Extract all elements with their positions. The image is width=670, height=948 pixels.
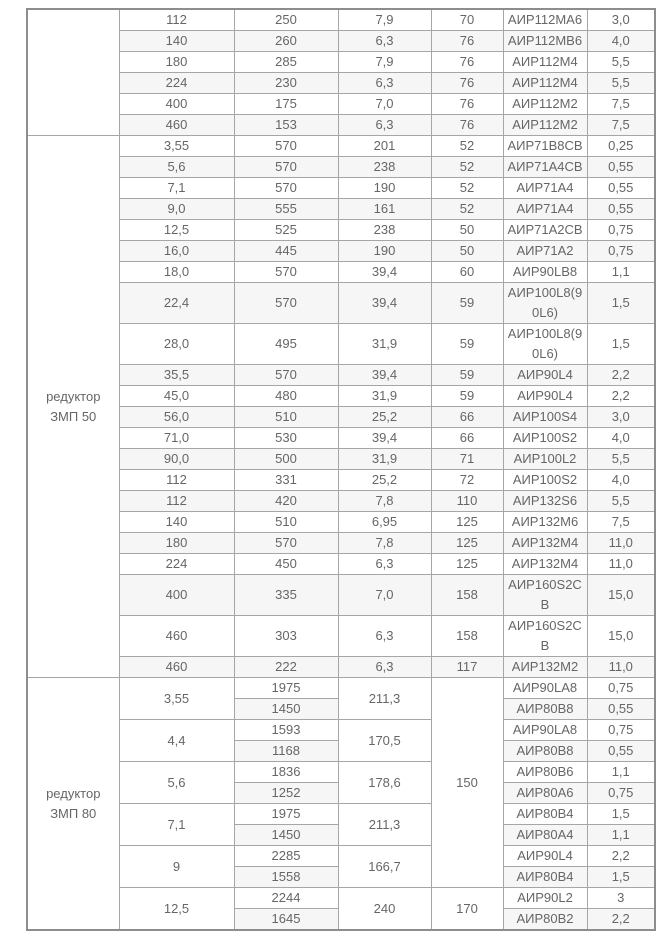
table-cell: 9,0 — [119, 199, 234, 220]
table-cell: 570 — [234, 157, 338, 178]
section-label-cell — [27, 9, 119, 136]
motor-cell: АИР71А4 — [503, 199, 587, 220]
table-cell: 7,9 — [338, 9, 431, 31]
motor-cell: АИР132М4 — [503, 533, 587, 554]
table-cell: 158 — [431, 575, 503, 616]
table-cell: 175 — [234, 94, 338, 115]
table-row — [27, 657, 655, 678]
table-cell: 6,3 — [338, 554, 431, 575]
table-cell: 0,75 — [587, 241, 655, 262]
rpm-cell: 1975 — [234, 678, 338, 699]
ratio-cell: 7,1 — [119, 804, 234, 846]
rpm-cell: 1252 — [234, 783, 338, 804]
table-cell: 140 — [119, 512, 234, 533]
rpm-cell: 1593 — [234, 720, 338, 741]
table-cell: 112 — [119, 470, 234, 491]
table-cell: 72 — [431, 470, 503, 491]
table-cell: 76 — [431, 31, 503, 52]
power-cell: 2,2 — [587, 846, 655, 867]
table-cell: 11,0 — [587, 533, 655, 554]
ratio-cell: 5,6 — [119, 762, 234, 804]
table-cell: 224 — [119, 73, 234, 94]
table-row — [27, 365, 655, 386]
table-row — [27, 386, 655, 407]
table-cell: 5,6 — [119, 157, 234, 178]
table-cell: 5,5 — [587, 52, 655, 73]
rpm-cell: 1645 — [234, 909, 338, 931]
motor-cell: АИР100L8(90L6) — [503, 283, 587, 324]
table-cell: 90,0 — [119, 449, 234, 470]
table-cell: 400 — [119, 575, 234, 616]
table-cell: 125 — [431, 554, 503, 575]
table-cell: 570 — [234, 178, 338, 199]
torque-cell: 178,6 — [338, 762, 431, 804]
table-cell: 52 — [431, 136, 503, 157]
torque-cell: 166,7 — [338, 846, 431, 888]
table-cell: 60 — [431, 262, 503, 283]
motor-cell: АИР132М4 — [503, 554, 587, 575]
table-cell: 4,0 — [587, 31, 655, 52]
ratio-cell: 4,4 — [119, 720, 234, 762]
table-cell: 460 — [119, 115, 234, 136]
table-cell: 222 — [234, 657, 338, 678]
table-cell: 28,0 — [119, 324, 234, 365]
table-cell: 52 — [431, 157, 503, 178]
table-cell: 112 — [119, 9, 234, 31]
table-cell: 570 — [234, 283, 338, 324]
table-row — [27, 720, 655, 741]
table-cell: 7,5 — [587, 94, 655, 115]
torque-cell: 170,5 — [338, 720, 431, 762]
power-cell: 1,5 — [587, 804, 655, 825]
table-cell: 260 — [234, 31, 338, 52]
table-cell: 50 — [431, 241, 503, 262]
motor-cell: АИР100S2 — [503, 428, 587, 449]
table-cell: 7,1 — [119, 178, 234, 199]
table-cell: 238 — [338, 157, 431, 178]
table-row — [27, 241, 655, 262]
table-cell: 331 — [234, 470, 338, 491]
table-cell: 2,2 — [587, 365, 655, 386]
table-cell: 0,75 — [587, 220, 655, 241]
table-cell: 400 — [119, 94, 234, 115]
table-cell: 230 — [234, 73, 338, 94]
table-row — [27, 262, 655, 283]
torque-cell: 211,3 — [338, 678, 431, 720]
table-cell: 7,5 — [587, 512, 655, 533]
table-cell: 125 — [431, 533, 503, 554]
table-cell: 335 — [234, 575, 338, 616]
table-cell: 7,0 — [338, 575, 431, 616]
table-cell: 110 — [431, 491, 503, 512]
table-cell: 1,1 — [587, 262, 655, 283]
table-cell: 7,5 — [587, 115, 655, 136]
table-cell: 450 — [234, 554, 338, 575]
table-row — [27, 94, 655, 115]
table-row — [27, 283, 655, 324]
table-cell: 420 — [234, 491, 338, 512]
table-cell: 112 — [119, 491, 234, 512]
table-cell: 7,9 — [338, 52, 431, 73]
table-cell: 52 — [431, 178, 503, 199]
motor-cell: АИР112МА6 — [503, 9, 587, 31]
table-cell: 39,4 — [338, 262, 431, 283]
table-cell: 180 — [119, 533, 234, 554]
power-cell: 1,5 — [587, 867, 655, 888]
table-row — [27, 407, 655, 428]
table-cell: 0,25 — [587, 136, 655, 157]
table-row — [27, 199, 655, 220]
table-row — [27, 52, 655, 73]
table-row — [27, 804, 655, 825]
table-cell: 11,0 — [587, 554, 655, 575]
table-row — [27, 115, 655, 136]
table-cell: 25,2 — [338, 407, 431, 428]
table-cell: 6,3 — [338, 73, 431, 94]
table-cell: 56,0 — [119, 407, 234, 428]
table-cell: 31,9 — [338, 324, 431, 365]
ratio-cell: 9 — [119, 846, 234, 888]
table-cell: 5,5 — [587, 491, 655, 512]
table-row — [27, 324, 655, 365]
table-cell: 6,3 — [338, 115, 431, 136]
table-cell: 140 — [119, 31, 234, 52]
motor-cell: АИР80В8 — [503, 699, 587, 720]
table-cell: 39,4 — [338, 283, 431, 324]
power-cell: 0,55 — [587, 699, 655, 720]
rpm-cell: 1836 — [234, 762, 338, 783]
motor-cell: АИР80В4 — [503, 867, 587, 888]
table-cell: 1,5 — [587, 283, 655, 324]
rpm-cell: 1450 — [234, 825, 338, 846]
table-cell: 18,0 — [119, 262, 234, 283]
table-row — [27, 575, 655, 616]
power-cell: 0,75 — [587, 678, 655, 699]
motor-cell: АИР71А4СВ — [503, 157, 587, 178]
table-cell: 6,95 — [338, 512, 431, 533]
motor-cell: АИР80А6 — [503, 783, 587, 804]
table-cell: 76 — [431, 115, 503, 136]
table-row — [27, 678, 655, 699]
table-cell: 525 — [234, 220, 338, 241]
table-row — [27, 428, 655, 449]
table-cell: 180 — [119, 52, 234, 73]
motor-cell: АИР80В2 — [503, 909, 587, 931]
table-cell: 500 — [234, 449, 338, 470]
table-cell: 303 — [234, 616, 338, 657]
table-cell: 59 — [431, 283, 503, 324]
ratio-cell: 12,5 — [119, 888, 234, 931]
table-cell: 31,9 — [338, 449, 431, 470]
motor-cell: АИР112М2 — [503, 115, 587, 136]
rpm-cell: 1558 — [234, 867, 338, 888]
table-cell: 76 — [431, 94, 503, 115]
table-cell: 3,0 — [587, 9, 655, 31]
table-cell: 570 — [234, 365, 338, 386]
motor-cell: АИР160S2СВ — [503, 616, 587, 657]
motor-cell: АИР80В4 — [503, 804, 587, 825]
table-cell: 4,0 — [587, 428, 655, 449]
table-cell: 125 — [431, 512, 503, 533]
table-cell: 0,55 — [587, 157, 655, 178]
ratio-cell: 3,55 — [119, 678, 234, 720]
table-cell: 39,4 — [338, 365, 431, 386]
table-cell: 445 — [234, 241, 338, 262]
table-cell: 7,0 — [338, 94, 431, 115]
table-row — [27, 616, 655, 657]
table-cell: 52 — [431, 199, 503, 220]
motor-cell: АИР90LB8 — [503, 262, 587, 283]
table-cell: 7,8 — [338, 533, 431, 554]
table-cell: 7,8 — [338, 491, 431, 512]
motor-cell: АИР80В6 — [503, 762, 587, 783]
power-cell: 0,55 — [587, 741, 655, 762]
table-cell: 71,0 — [119, 428, 234, 449]
table-cell: 22,4 — [119, 283, 234, 324]
table-cell: 161 — [338, 199, 431, 220]
torque-cell: 240 — [338, 888, 431, 931]
table-cell: 59 — [431, 365, 503, 386]
table-row — [27, 470, 655, 491]
table-cell: 250 — [234, 9, 338, 31]
table-cell: 3,55 — [119, 136, 234, 157]
motor-cell: АИР80В8 — [503, 741, 587, 762]
table-cell: 570 — [234, 262, 338, 283]
motor-cell: АИР90L4 — [503, 846, 587, 867]
motor-cell: АИР71А2 — [503, 241, 587, 262]
table-cell: 285 — [234, 52, 338, 73]
motor-cell: АИР90L4 — [503, 386, 587, 407]
table-row — [27, 178, 655, 199]
table-cell: 238 — [338, 220, 431, 241]
motor-cell: АИР112МВ6 — [503, 31, 587, 52]
table-cell: 66 — [431, 407, 503, 428]
power-cell: 2,2 — [587, 909, 655, 931]
table-row — [27, 157, 655, 178]
table-cell: 15,0 — [587, 616, 655, 657]
table-cell: 0,55 — [587, 178, 655, 199]
table-cell: 6,3 — [338, 31, 431, 52]
table-cell: 117 — [431, 657, 503, 678]
table-cell: 158 — [431, 616, 503, 657]
table-row — [27, 512, 655, 533]
motor-cell: АИР132М6 — [503, 512, 587, 533]
table-cell: 15,0 — [587, 575, 655, 616]
motor-cell: АИР71А4 — [503, 178, 587, 199]
table-cell: 3,0 — [587, 407, 655, 428]
table-row — [27, 9, 655, 31]
table-cell: 5,5 — [587, 449, 655, 470]
table-cell: 71 — [431, 449, 503, 470]
power-cell: 3 — [587, 888, 655, 909]
table-cell: 495 — [234, 324, 338, 365]
table-cell: 201 — [338, 136, 431, 157]
table-cell: 16,0 — [119, 241, 234, 262]
table-cell: 12,5 — [119, 220, 234, 241]
table-cell: 224 — [119, 554, 234, 575]
table-cell: 66 — [431, 428, 503, 449]
table-cell: 190 — [338, 241, 431, 262]
table-cell: 50 — [431, 220, 503, 241]
rpm-cell: 1168 — [234, 741, 338, 762]
table-row — [27, 449, 655, 470]
motor-cell: АИР100S4 — [503, 407, 587, 428]
table-cell: 59 — [431, 386, 503, 407]
table-row — [27, 136, 655, 157]
table-cell: 153 — [234, 115, 338, 136]
table-cell: 76 — [431, 73, 503, 94]
table-cell: 25,2 — [338, 470, 431, 491]
table-cell: 59 — [431, 324, 503, 365]
reducer-motor-selection-table — [26, 8, 656, 931]
motor-cell: АИР160S2СВ — [503, 575, 587, 616]
power-cell: 1,1 — [587, 825, 655, 846]
table-row — [27, 73, 655, 94]
table-cell: 1,5 — [587, 324, 655, 365]
motor-cell: АИР90L2 — [503, 888, 587, 909]
table-cell: 460 — [119, 616, 234, 657]
table-row — [27, 491, 655, 512]
table-body — [27, 9, 655, 930]
table-row — [27, 220, 655, 241]
motor-cell: АИР100S2 — [503, 470, 587, 491]
table-cell: 70 — [431, 9, 503, 31]
table-cell: 480 — [234, 386, 338, 407]
motor-cell: АИР71А2СВ — [503, 220, 587, 241]
table-cell: 510 — [234, 512, 338, 533]
table-cell: 2,2 — [587, 386, 655, 407]
rpm-cell: 1450 — [234, 699, 338, 720]
dimension-cell: 150 — [431, 678, 503, 888]
table-cell: 570 — [234, 533, 338, 554]
table-cell: 460 — [119, 657, 234, 678]
table-cell: 6,3 — [338, 616, 431, 657]
section-label-cell: редуктор ЗМП 80 — [27, 678, 119, 931]
table-row — [27, 846, 655, 867]
power-cell: 0,75 — [587, 783, 655, 804]
table-cell: 35,5 — [119, 365, 234, 386]
table-cell: 4,0 — [587, 470, 655, 491]
torque-cell: 211,3 — [338, 804, 431, 846]
motor-cell: АИР71В8СВ — [503, 136, 587, 157]
table-row — [27, 762, 655, 783]
table-cell: 190 — [338, 178, 431, 199]
power-cell: 1,1 — [587, 762, 655, 783]
motor-cell: АИР132S6 — [503, 491, 587, 512]
table-row — [27, 31, 655, 52]
table-row — [27, 888, 655, 909]
motor-cell: АИР100L2 — [503, 449, 587, 470]
table-cell: 76 — [431, 52, 503, 73]
power-cell: 0,75 — [587, 720, 655, 741]
rpm-cell: 1975 — [234, 804, 338, 825]
table-cell: 5,5 — [587, 73, 655, 94]
table-cell: 530 — [234, 428, 338, 449]
motor-cell: АИР100L8(90L6) — [503, 324, 587, 365]
table-row — [27, 554, 655, 575]
table-cell: 45,0 — [119, 386, 234, 407]
table-cell: 39,4 — [338, 428, 431, 449]
motor-cell: АИР112М4 — [503, 73, 587, 94]
table-cell: 11,0 — [587, 657, 655, 678]
table-row — [27, 533, 655, 554]
table-cell: 555 — [234, 199, 338, 220]
motor-cell: АИР112М4 — [503, 52, 587, 73]
motor-cell: АИР90LA8 — [503, 720, 587, 741]
motor-cell: АИР90LA8 — [503, 678, 587, 699]
dimension-cell: 170 — [431, 888, 503, 931]
motor-cell: АИР132М2 — [503, 657, 587, 678]
motor-cell: АИР112М2 — [503, 94, 587, 115]
table-cell: 510 — [234, 407, 338, 428]
table-cell: 570 — [234, 136, 338, 157]
motor-cell: АИР90L4 — [503, 365, 587, 386]
table-cell: 31,9 — [338, 386, 431, 407]
table-cell: 6,3 — [338, 657, 431, 678]
table-cell: 0,55 — [587, 199, 655, 220]
section-label-cell: редуктор ЗМП 50 — [27, 136, 119, 678]
motor-cell: АИР80А4 — [503, 825, 587, 846]
rpm-cell: 2285 — [234, 846, 338, 867]
rpm-cell: 2244 — [234, 888, 338, 909]
